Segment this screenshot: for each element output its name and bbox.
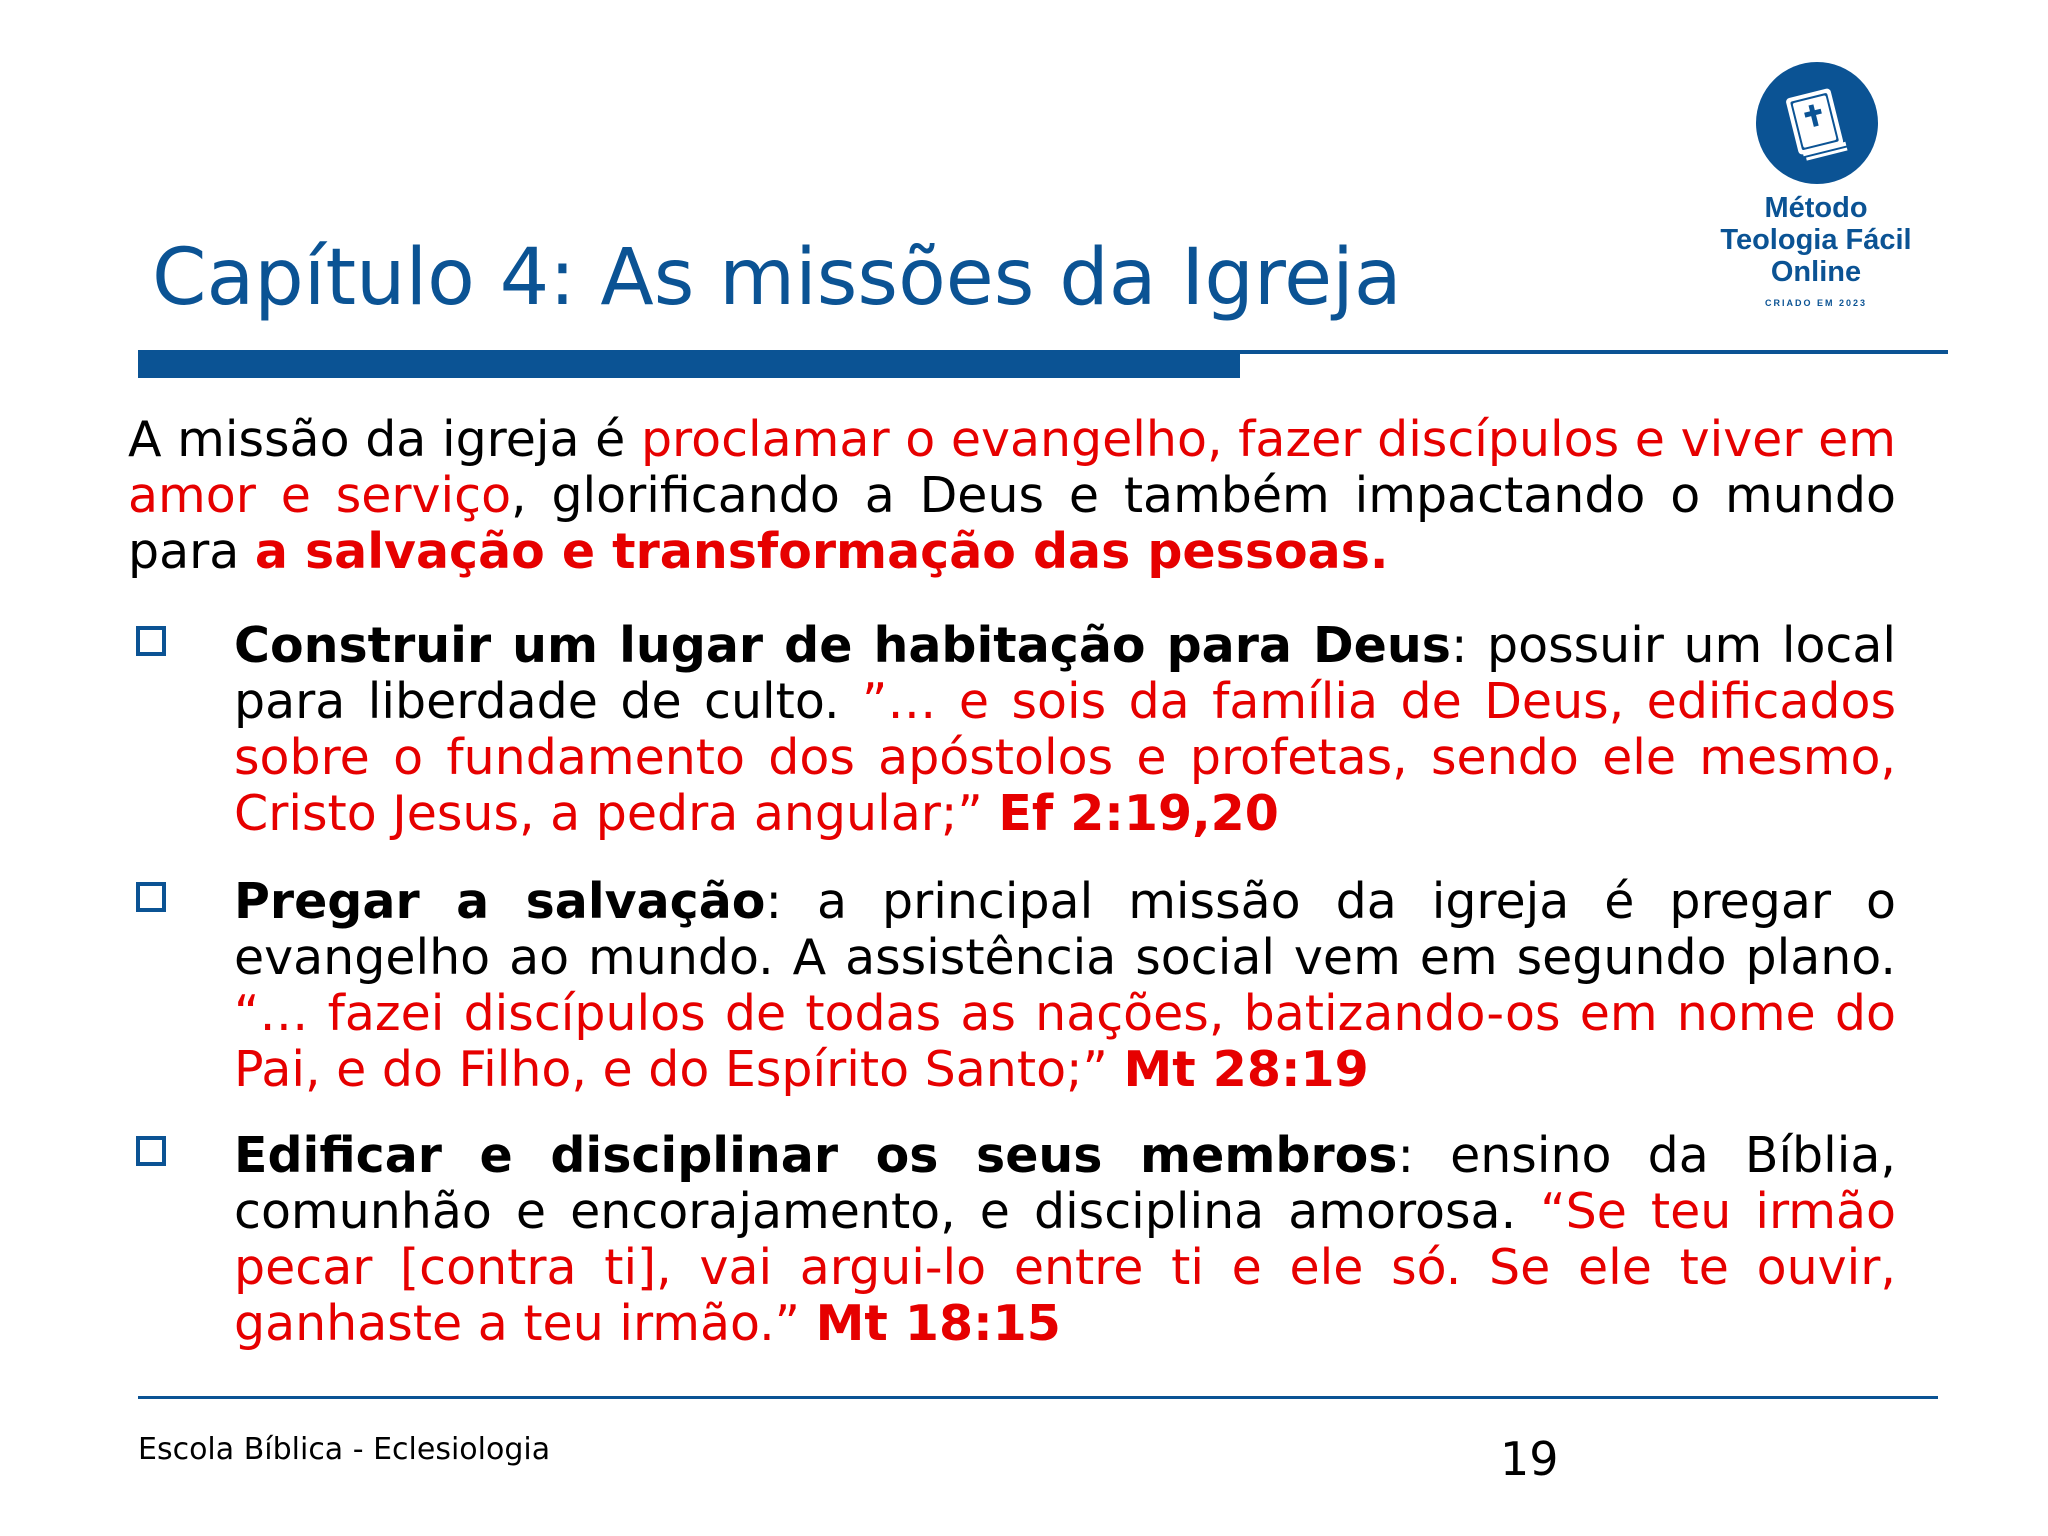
intro-highlight-2: a salvação e transformação das pessoas. bbox=[254, 523, 1389, 580]
footer-rule bbox=[138, 1396, 1938, 1399]
logo-wordmark bbox=[1696, 192, 1936, 288]
logo-line-2: Teologia Fácil bbox=[1720, 224, 1912, 256]
slide-title: Capítulo 4: As missões da Igreja bbox=[152, 233, 1402, 323]
logo-line-1: Método bbox=[1764, 192, 1868, 224]
bullet-heading: Pregar a salvação bbox=[234, 873, 766, 930]
bullet-heading: Construir um lugar de habitação para Deus bbox=[234, 617, 1451, 674]
bullet-text: : possuir um local para liberdade de culto. bbox=[234, 617, 1897, 730]
checkbox-icon bbox=[136, 882, 166, 912]
bullet-quote: ”… e sois da família de Deus, edificados sobre o fundamento dos apóstolos e profetas, sendo ele mesmo, Cristo Jesus, a pedra angular;” bbox=[234, 673, 1896, 842]
intro-text-2: , glorificando a Deus e também impactando o mundo para bbox=[128, 467, 1896, 580]
logo-line-3: Online bbox=[1770, 256, 1862, 288]
footer-course-name: Escola Bíblica - Eclesiologia bbox=[138, 1432, 551, 1467]
bullet-quote: “… fazei discípulos de todas as nações, batizando-os em nome do Pai, e do Filho, e do Espírito Santo;” bbox=[234, 985, 1896, 1098]
title-rule-thick bbox=[138, 352, 1240, 378]
intro-paragraph bbox=[128, 412, 1896, 580]
bible-with-cross-icon bbox=[1756, 62, 1878, 184]
bullet-text: : a principal missão da igreja é pregar o evangelho ao mundo. A assistência social vem em segundo plano. bbox=[234, 873, 1896, 986]
checkbox-icon bbox=[136, 1136, 166, 1166]
bullet-reference: Mt 28:19 bbox=[1123, 1041, 1369, 1098]
bullet-reference: Ef 2:19,20 bbox=[998, 785, 1279, 842]
logo-badge bbox=[1756, 62, 1878, 184]
brand-logo bbox=[1696, 56, 1936, 316]
bullet-item bbox=[234, 1128, 1896, 1352]
bullet-item bbox=[234, 874, 1896, 1098]
logo-tagline: CRIADO EM 2023 bbox=[1764, 298, 1868, 308]
page-number: 19 bbox=[1500, 1432, 1559, 1486]
intro-highlight-1: proclamar o evangelho, fazer discípulos e viver em amor e serviço bbox=[128, 411, 1896, 524]
bullet-text: : ensino da Bíblia, comunhão e encorajamento, e disciplina amorosa. bbox=[234, 1127, 1896, 1240]
bullet-item bbox=[234, 618, 1896, 842]
bullet-quote: “Se teu irmão pecar [contra ti], vai argui-lo entre ti e ele só. Se ele te ouvir, ganhaste a teu irmão.” bbox=[234, 1183, 1896, 1352]
bullet-heading: Edificar e disciplinar os seus membros bbox=[234, 1127, 1398, 1184]
bullet-reference: Mt 18:15 bbox=[815, 1295, 1061, 1352]
intro-text-1: A missão da igreja é bbox=[128, 411, 641, 468]
checkbox-icon bbox=[136, 626, 166, 656]
